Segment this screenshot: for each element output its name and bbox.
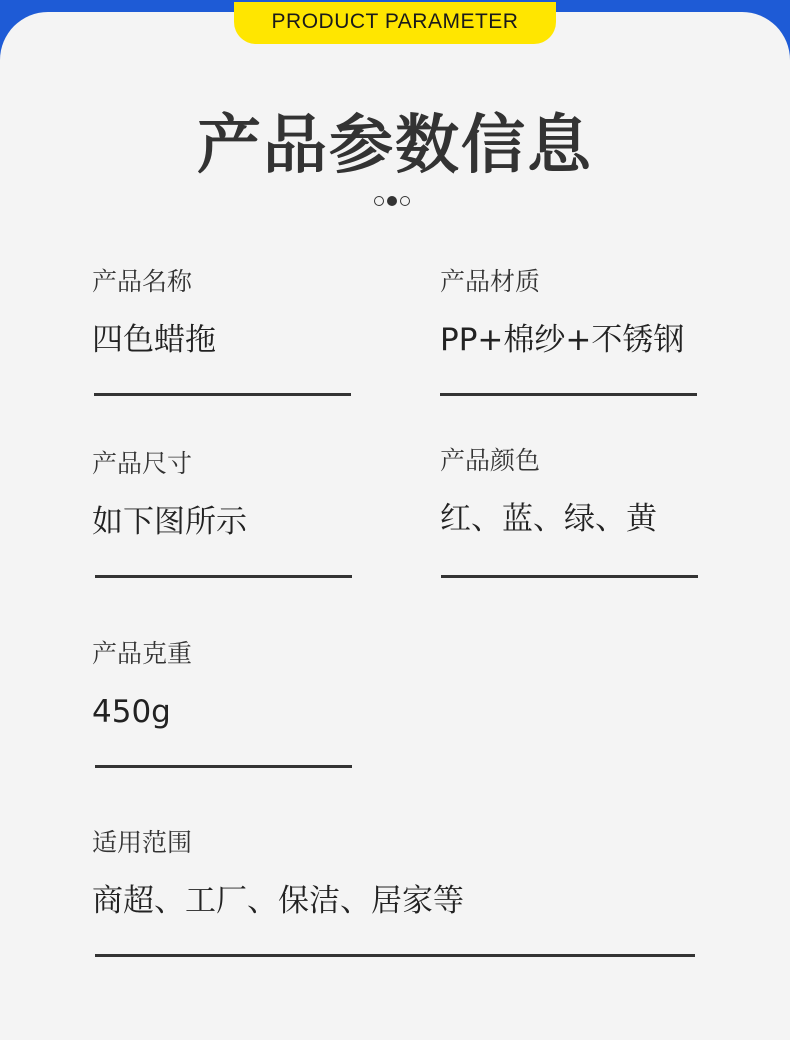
param-value: 如下图所示 bbox=[92, 504, 247, 540]
parameter-card bbox=[0, 12, 790, 1040]
pagination-dot bbox=[400, 196, 410, 206]
param-label: 产品名称 bbox=[92, 267, 193, 296]
param-label: 产品尺寸 bbox=[92, 449, 193, 478]
param-label: 适用范围 bbox=[92, 828, 193, 857]
param-weight bbox=[92, 638, 352, 732]
section-banner bbox=[234, 2, 556, 44]
divider bbox=[441, 575, 698, 578]
section-banner-label: PRODUCT PARAMETER bbox=[271, 10, 519, 33]
divider bbox=[95, 954, 695, 957]
pagination-dots bbox=[374, 196, 410, 206]
param-label: 产品颜色 bbox=[440, 446, 541, 475]
divider bbox=[95, 765, 352, 768]
param-usage-scope bbox=[92, 827, 692, 921]
divider bbox=[95, 575, 352, 578]
param-material bbox=[440, 266, 740, 360]
divider bbox=[94, 393, 351, 396]
divider bbox=[440, 393, 697, 396]
param-value: 四色蜡拖 bbox=[92, 322, 216, 358]
param-value: 450g bbox=[92, 694, 171, 730]
param-value: 红、蓝、绿、黄 bbox=[440, 501, 657, 537]
page-title: 产品参数信息 bbox=[197, 109, 593, 183]
param-color bbox=[440, 445, 740, 539]
param-value: 商超、工厂、保洁、居家等 bbox=[92, 883, 464, 919]
param-label: 产品克重 bbox=[92, 639, 193, 668]
param-size bbox=[92, 448, 352, 542]
param-label: 产品材质 bbox=[440, 267, 541, 296]
param-product-name bbox=[92, 266, 352, 360]
param-value: PP+棉纱+不锈钢 bbox=[440, 322, 685, 358]
pagination-dot bbox=[374, 196, 384, 206]
pagination-dot-active bbox=[387, 196, 397, 206]
